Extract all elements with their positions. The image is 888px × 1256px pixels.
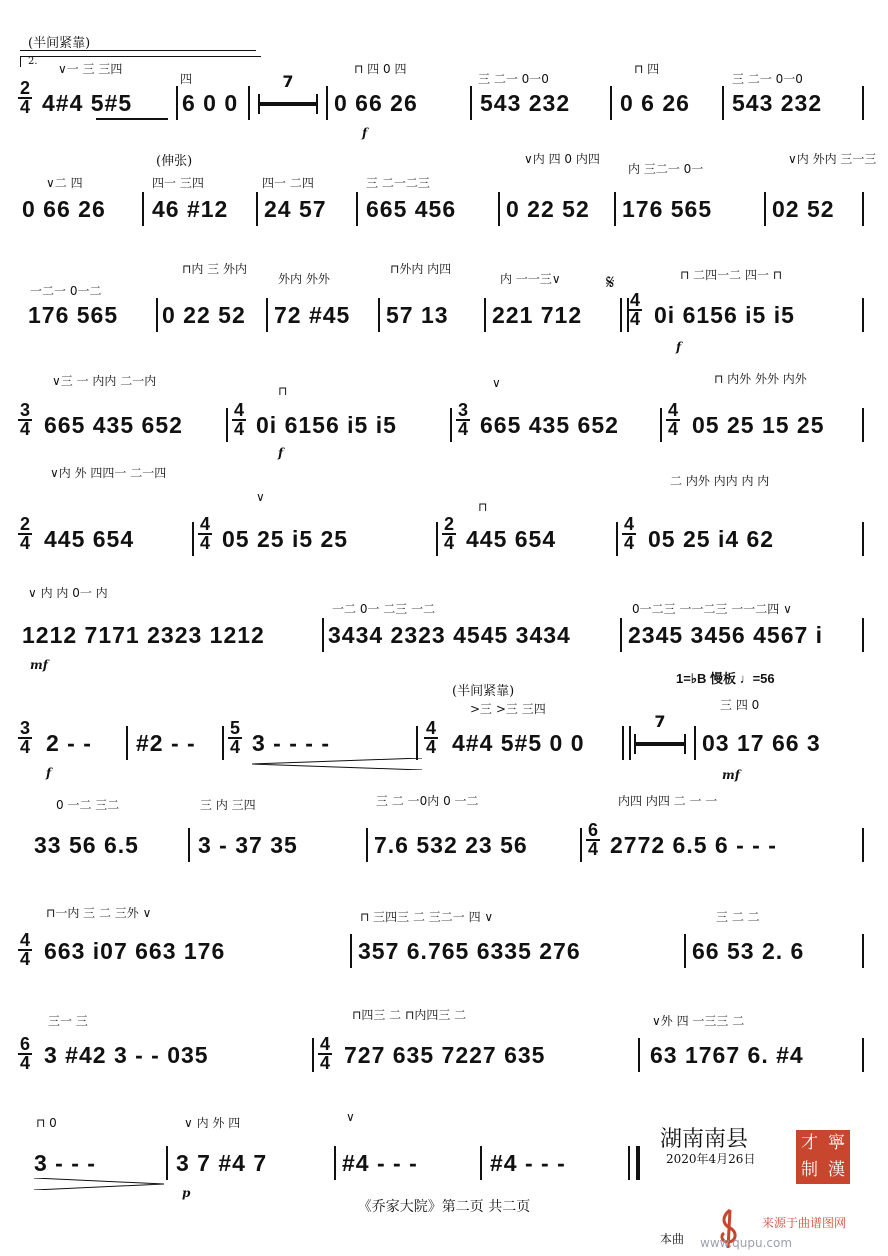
staff-row-1: [16, 62, 864, 140]
barline: [694, 726, 696, 760]
barline: [156, 298, 158, 332]
barline: [450, 408, 452, 442]
barline: [638, 1038, 640, 1072]
time-signature: 4 4: [668, 400, 679, 439]
note-group: 05 25 15 25: [692, 412, 825, 438]
time-signature: 4 4: [624, 514, 635, 553]
time-signature: 4 4: [630, 290, 641, 329]
note-group: 357 6.765 6335 276: [358, 938, 581, 964]
fingering-mark: ⊓内 三 外内: [182, 262, 247, 276]
signature-date: 2020年4月26日: [666, 1152, 756, 1166]
note-group: 3 #42 3 - - 035: [44, 1042, 209, 1068]
fingering-mark: 一二一 0一二: [30, 284, 102, 298]
note-group: 0 22 52: [506, 196, 590, 222]
barline: [142, 192, 144, 226]
note-group: 543 232: [480, 90, 571, 116]
time-signature: 6 4: [588, 820, 599, 859]
fingering-mark: 三 二 一0内 0 一二: [376, 794, 479, 808]
note-group: 24 57: [264, 196, 327, 222]
fingering-mark: ∨ 内 外 四: [184, 1116, 241, 1130]
fingering-mark: ∨三 一 内内 二一内: [52, 374, 157, 388]
fingering-mark: 内 三二一 0一: [628, 162, 704, 176]
barline: [862, 86, 864, 120]
barline: [614, 192, 616, 226]
time-signature: 5 4: [230, 718, 241, 757]
fingering-mark: ⊓: [278, 384, 288, 398]
note-group: 663 i07 663 176: [44, 938, 226, 964]
barline: [188, 828, 190, 862]
fingering-mark: 三 二一 0一0: [732, 72, 803, 86]
fingering-mark: ⊓外内 内四: [390, 262, 452, 276]
note-group: 63 1767 6. #4: [650, 1042, 804, 1068]
barline: [660, 408, 662, 442]
time-signature: 2 4: [20, 78, 31, 117]
segno-sign: 𝄋: [606, 270, 615, 294]
barline: [326, 86, 328, 120]
note-group: 0i 6156 i5 i5: [256, 412, 397, 438]
barline: [764, 192, 766, 226]
fingering-mark: 三 内 三四: [200, 798, 256, 812]
fingering-mark: ∨: [492, 376, 501, 390]
note-group: #2 - -: [136, 730, 196, 756]
barline: [226, 408, 228, 442]
barline: [616, 522, 618, 556]
fingering-mark: 三 四 0: [720, 698, 760, 712]
staff-row-7: [16, 698, 864, 782]
note-group: 33 56 6.5: [34, 832, 139, 858]
fingering-mark: ⊓ 0: [36, 1116, 57, 1130]
note-group: 221 712: [492, 302, 583, 328]
note-group: 2345 3456 4567 i: [628, 622, 824, 648]
fingering-mark: ⊓ 四: [634, 62, 660, 76]
time-signature: 6 4: [20, 1034, 31, 1073]
fingering-mark: ∨内 外内 三一三: [788, 152, 877, 166]
dynamic-f: f: [676, 340, 682, 354]
watermark-site-url: www.qupu.com: [700, 1236, 793, 1250]
note-group: 57 13: [386, 302, 449, 328]
note-group: 445 654: [44, 526, 135, 552]
note-group: 03 17 66 3: [702, 730, 821, 756]
note-group: 05 25 i4 62: [648, 526, 775, 552]
footer-note: 本曲: [660, 1232, 685, 1246]
staff-row-8: [16, 794, 864, 878]
note-group: 02 52: [772, 196, 835, 222]
time-signature: 2 4: [20, 514, 31, 553]
double-barline: [622, 726, 631, 760]
note-group: 3 - 37 35: [198, 832, 298, 858]
time-signature: 3 4: [20, 400, 31, 439]
multi-measure-rest: 7: [634, 732, 686, 756]
barline: [862, 934, 864, 968]
fingering-mark: 三 二一二三: [366, 176, 430, 190]
barline: [416, 726, 418, 760]
note-group: 3 - - -: [34, 1150, 96, 1176]
signature-place: 湖南南县: [660, 1127, 749, 1152]
barline: [366, 828, 368, 862]
time-signature: 3 4: [20, 718, 31, 757]
time-signature: 4 4: [426, 718, 437, 757]
note-group: 3 - - - -: [252, 730, 330, 756]
barline: [862, 192, 864, 226]
barline: [222, 726, 224, 760]
fingering-mark: 二 内外 内内 内 内: [670, 474, 770, 488]
barline: [248, 86, 250, 120]
barline: [256, 192, 258, 226]
fingering-mark: 0 一二 三二: [56, 798, 120, 812]
fingering-mark: ⊓ 内外 外外 内外: [714, 372, 807, 386]
staff-row-6: [16, 586, 864, 672]
fingering-mark: 四一 三四: [152, 176, 204, 190]
staff-row-9: [16, 906, 864, 986]
barline: [610, 86, 612, 120]
watermark-site-name: 来源于曲谱图网: [762, 1216, 847, 1230]
section-bracket-line: [20, 50, 256, 51]
fingering-mark: ⊓ 二四一二 四一 ⊓: [680, 268, 783, 282]
barline: [266, 298, 268, 332]
note-group: 3 7 #4 7: [176, 1150, 268, 1176]
barline: [862, 618, 864, 652]
fingering-mark: 0一二三 一一二三 一一二四 ∨: [632, 602, 792, 616]
fingering-mark: ∨内 外 四四一 二一四: [50, 466, 167, 480]
dynamic-mf: mf: [30, 658, 48, 672]
barline: [620, 618, 622, 652]
fingering-mark: 四一 二四: [262, 176, 314, 190]
multi-measure-rest: 7: [258, 92, 318, 116]
fingering-mark: ⊓一内 三 二 三外 ∨: [46, 906, 152, 920]
staff-row-4: [16, 372, 864, 460]
fingering-mark: ∨外 四 一三三 二: [652, 1014, 745, 1028]
time-signature: 2 4: [444, 514, 455, 553]
note-group: 0 22 52: [162, 302, 246, 328]
note-group: 4#4 5#5: [42, 90, 133, 116]
crescendo-hairpin: [252, 758, 422, 770]
dynamic-mf: mf: [722, 768, 740, 782]
note-group: 05 25 i5 25: [222, 526, 349, 552]
beam-line: [96, 118, 168, 120]
note-group: 72 #45: [274, 302, 351, 328]
fingering-mark: ⊓: [478, 500, 488, 514]
fingering-mark: ∨: [256, 490, 265, 504]
barline: [480, 1146, 482, 1180]
fingering-mark: 内四 内四 二 一 一: [618, 794, 718, 808]
note-group: 665 435 652: [44, 412, 183, 438]
fingering-mark: 三 二一 0一0: [478, 72, 549, 86]
barline: [166, 1146, 168, 1180]
barline: [722, 86, 724, 120]
barline: [192, 522, 194, 556]
fingering-mark: >三 >三 三四: [470, 702, 546, 716]
dynamic-f: f: [46, 766, 52, 780]
fingering-mark: ∨二 四: [46, 176, 83, 190]
barline: [312, 1038, 314, 1072]
staff-row-5: [16, 466, 864, 568]
barline: [862, 1038, 864, 1072]
note-group: 2772 6.5 6 - - -: [610, 832, 777, 858]
barline: [176, 86, 178, 120]
note-group: 0 66 26: [334, 90, 418, 116]
fingering-mark: 三 二 二: [716, 910, 760, 924]
barline: [580, 828, 582, 862]
note-group: 176 565: [28, 302, 119, 328]
fingering-mark: ⊓ 三四三 二 三二一 四 ∨: [360, 910, 494, 924]
fingering-mark: ∨: [346, 1110, 355, 1124]
barline: [498, 192, 500, 226]
time-signature: 4 4: [200, 514, 211, 553]
note-group: 2 - -: [46, 730, 92, 756]
dynamic-p: p: [182, 1186, 191, 1200]
fingering-mark: ∨内 四 0 内四: [524, 152, 600, 166]
barline: [126, 726, 128, 760]
note-group: 665 456: [366, 196, 457, 222]
time-signature: 4 4: [234, 400, 245, 439]
author-seal: 才 寧 制 漢: [796, 1130, 850, 1184]
barline: [322, 618, 324, 652]
decrescendo-hairpin: [34, 1178, 164, 1190]
note-group: 665 435 652: [480, 412, 619, 438]
fingering-mark: ∨一 三 三四: [58, 62, 123, 76]
time-signature: 4 4: [20, 930, 31, 969]
fingering-mark: 一二 0一 二三 一二: [332, 602, 436, 616]
note-group: #4 - - -: [342, 1150, 418, 1176]
note-group: 4#4 5#5 0 0: [452, 730, 585, 756]
note-group: 7.6 532 23 56: [374, 832, 528, 858]
note-group: 0 66 26: [22, 196, 106, 222]
staff-row-3: [16, 262, 864, 354]
final-barline: [628, 1146, 640, 1180]
note-group: 1212 7171 2323 1212: [22, 622, 265, 648]
barline: [862, 298, 864, 332]
fingering-mark: ⊓四三 二 ⊓内四三 二: [352, 1008, 467, 1022]
note-group: 543 232: [732, 90, 823, 116]
note-group: 46 #12: [152, 196, 229, 222]
fingering-mark: ∨ 内 内 0一 内: [28, 586, 108, 600]
barline: [334, 1146, 336, 1180]
volta-bracket: [20, 56, 261, 67]
fingering-mark: 三一 三: [48, 1014, 88, 1028]
note-group: 0 6 26: [620, 90, 690, 116]
note-group: 0i 6156 i5 i5: [654, 302, 795, 328]
barline: [350, 934, 352, 968]
barline: [862, 828, 864, 862]
fingering-mark: 四: [180, 72, 193, 86]
barline: [356, 192, 358, 226]
section-annotation-3: (半间紧靠): [452, 684, 515, 699]
time-signature: 4 4: [320, 1034, 331, 1073]
barline: [436, 522, 438, 556]
page-footer-title: 《乔家大院》第二页 共二页: [357, 1199, 531, 1215]
barline: [862, 522, 864, 556]
barline: [684, 934, 686, 968]
note-group: 3434 2323 4545 3434: [328, 622, 571, 648]
dynamic-f: f: [278, 446, 284, 460]
barline: [862, 408, 864, 442]
dynamic-f: f: [362, 126, 368, 140]
section-annotation-1: (半间紧靠): [28, 36, 91, 51]
note-group: 6 0 0: [182, 90, 239, 116]
staff-row-10: [16, 1008, 864, 1092]
volta-label: 2.: [28, 56, 38, 67]
fingering-mark: ⊓ 四 0 四: [354, 62, 407, 76]
section-annotation-2: (伸张): [156, 154, 193, 169]
note-group: 66 53 2. 6: [692, 938, 805, 964]
time-signature: 3 4: [458, 400, 469, 439]
barline: [484, 298, 486, 332]
barline: [378, 298, 380, 332]
key-tempo-marking: 1=♭B 慢板 ♩=56: [676, 671, 775, 686]
note-group: 445 654: [466, 526, 557, 552]
fingering-mark: 外内 外外: [278, 272, 330, 286]
note-group: 176 565: [622, 196, 713, 222]
note-group: 727 635 7227 635: [344, 1042, 546, 1068]
fingering-mark: 内 一一三∨: [500, 272, 561, 286]
note-group: #4 - - -: [490, 1150, 566, 1176]
barline: [470, 86, 472, 120]
